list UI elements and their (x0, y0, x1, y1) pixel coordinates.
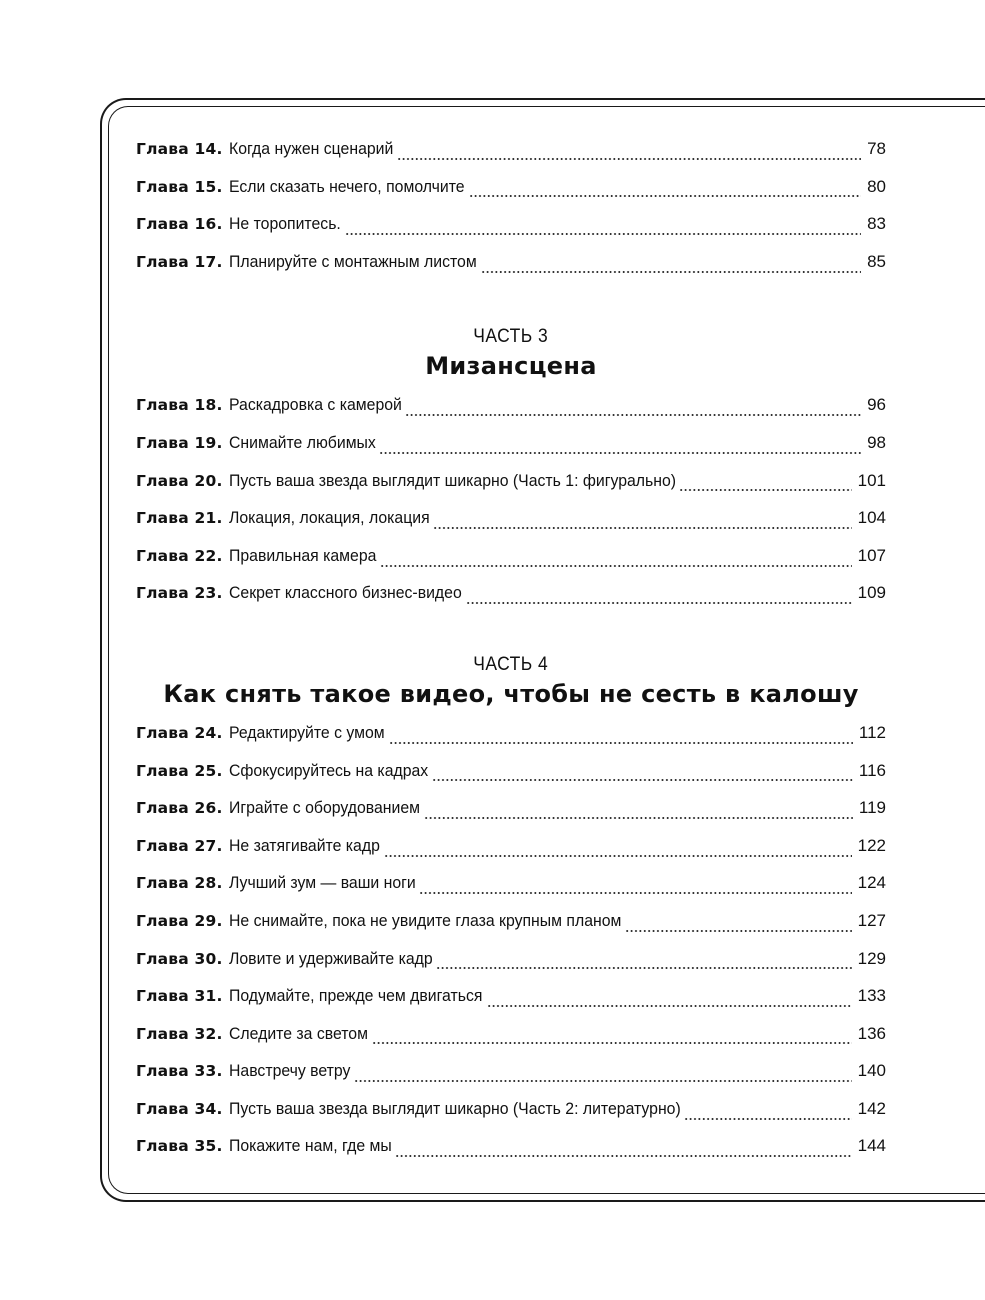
page-number: 104 (857, 508, 886, 528)
chapter-label: Глава 30. (136, 949, 223, 968)
page-number: 122 (857, 835, 886, 855)
chapter-label: Глава 32. (136, 1024, 223, 1043)
toc-entry (136, 499, 886, 537)
part-label: ЧАСТЬ 4 (473, 653, 549, 675)
part-4-header (136, 654, 886, 708)
page-number: 101 (857, 470, 886, 490)
toc-entry (136, 574, 886, 612)
page-number: 129 (857, 948, 886, 968)
chapter-title: Следите за светом (228, 1023, 368, 1043)
toc-entry (136, 1090, 886, 1128)
chapter-label: Глава 34. (136, 1099, 223, 1118)
dot-leader (469, 186, 862, 198)
dot-leader (487, 996, 852, 1008)
chapter-label: Глава 33. (136, 1062, 223, 1081)
chapter-label: Глава 18. (136, 396, 223, 415)
dot-leader (433, 518, 852, 530)
chapter-title: Пусть ваша звезда выглядит шикарно (Часть 2: литературно) (228, 1098, 681, 1118)
page-number: 78 (867, 139, 886, 158)
chapter-label: Глава 31. (136, 987, 223, 1006)
toc-entry (136, 940, 886, 978)
dot-leader (419, 883, 851, 895)
page-number: 140 (857, 1061, 886, 1081)
chapter-title: Не снимайте, пока не увидите глаза крупным планом (228, 910, 622, 930)
chapter-title: Подумайте, прежде чем двигаться (228, 986, 483, 1006)
toc-entry (136, 537, 886, 575)
chapter-title: Раскадровка с камерой (228, 395, 402, 415)
page-number: 127 (857, 910, 886, 930)
toc-entry (136, 243, 886, 281)
chapter-title: Ловите и удерживайте кадр (228, 948, 433, 968)
chapter-title: Редактируйте с умом (228, 722, 385, 742)
chapter-label: Глава 19. (136, 433, 223, 452)
dot-leader (424, 808, 853, 820)
toc-entry (136, 424, 886, 462)
dot-leader (345, 224, 861, 236)
chapter-label: Глава 17. (136, 252, 223, 271)
dot-leader (436, 958, 851, 970)
toc-entry (136, 205, 886, 243)
page-number: 119 (858, 798, 886, 818)
toc-entry (136, 1015, 886, 1053)
chapter-label: Глава 23. (136, 584, 223, 603)
dot-leader (354, 1071, 852, 1083)
page-number: 98 (867, 432, 886, 452)
chapter-label: Глава 25. (136, 761, 223, 780)
dot-leader (466, 593, 852, 605)
page-number: 142 (857, 1098, 886, 1118)
chapter-label: Глава 15. (136, 177, 223, 196)
toc-entry (136, 827, 886, 865)
page-number: 116 (858, 760, 886, 780)
toc-entry (136, 1127, 886, 1165)
page-number: 80 (867, 176, 886, 196)
dot-leader (384, 846, 852, 858)
dot-leader (389, 733, 853, 745)
part-title: Мизансцена (425, 352, 597, 381)
dot-leader (625, 921, 852, 933)
chapter-label: Глава 29. (136, 911, 223, 930)
page-number: 107 (857, 545, 886, 565)
toc-entry (136, 789, 886, 827)
chapter-title: Не торопитесь. (228, 214, 341, 234)
chapter-title: Правильная камера (228, 545, 377, 565)
toc-entry (136, 168, 886, 206)
chapter-title: Если сказать нечего, помолчите (228, 176, 465, 196)
dot-leader (405, 405, 861, 417)
chapter-label: Глава 20. (136, 471, 223, 490)
chapter-title: Сфокусируйтесь на кадрах (228, 760, 428, 780)
chapter-title: Секрет классного бизнес-видео (228, 583, 462, 603)
part-label: ЧАСТЬ 3 (473, 326, 549, 348)
page-number: 85 (867, 251, 886, 271)
toc-group-continued (136, 130, 886, 280)
dot-leader (679, 480, 851, 492)
page-number: 136 (857, 1023, 886, 1043)
toc-entry (136, 1052, 886, 1090)
dot-leader (395, 1146, 851, 1158)
table-of-contents (136, 130, 886, 1165)
dot-leader (372, 1033, 852, 1045)
page-number: 83 (867, 214, 886, 234)
dot-leader (684, 1109, 852, 1121)
chapter-title: Играйте с оборудованием (228, 798, 420, 818)
page-number: 144 (857, 1136, 886, 1156)
page-number: 133 (857, 986, 886, 1006)
chapter-title: Пусть ваша звезда выглядит шикарно (Часть 1: фигурально) (228, 470, 676, 490)
part-3-header (136, 326, 886, 380)
chapter-title: Когда нужен сценарий (228, 139, 393, 158)
dot-leader (380, 556, 852, 568)
chapter-title: Лучший зум — ваши ноги (228, 873, 416, 893)
chapter-label: Глава 16. (136, 215, 223, 234)
dot-leader (432, 770, 853, 782)
toc-entry (136, 902, 886, 940)
chapter-label: Глава 24. (136, 723, 223, 742)
chapter-label: Глава 14. (136, 140, 223, 158)
page-number: 112 (858, 722, 886, 742)
chapter-label: Глава 27. (136, 836, 223, 855)
page-number: 124 (857, 873, 886, 893)
chapter-label: Глава 35. (136, 1137, 223, 1156)
chapter-label: Глава 22. (136, 546, 223, 565)
chapter-title: Не затягивайте кадр (228, 835, 380, 855)
dot-leader (481, 262, 861, 274)
chapter-title: Снимайте любимых (228, 432, 376, 452)
dot-leader (379, 443, 861, 455)
toc-entry (136, 864, 886, 902)
chapter-label: Глава 28. (136, 874, 223, 893)
page-number: 109 (857, 583, 886, 603)
toc-entry (136, 130, 886, 168)
toc-group-part-3 (136, 386, 886, 612)
chapter-title: Локация, локация, локация (228, 508, 430, 528)
toc-entry (136, 977, 886, 1015)
dot-leader (397, 149, 861, 161)
chapter-label: Глава 26. (136, 799, 223, 818)
toc-entry (136, 714, 886, 752)
chapter-label: Глава 21. (136, 509, 223, 528)
toc-group-part-4 (136, 714, 886, 1165)
page-number: 96 (867, 395, 886, 415)
chapter-title: Планируйте с монтажным листом (228, 251, 477, 271)
toc-entry (136, 462, 886, 500)
toc-entry (136, 386, 886, 424)
toc-entry (136, 752, 886, 790)
part-title: Как снять такое видео, чтобы не сесть в калошу (163, 679, 859, 708)
chapter-title: Покажите нам, где мы (228, 1136, 392, 1156)
chapter-title: Навстречу ветру (228, 1061, 351, 1081)
